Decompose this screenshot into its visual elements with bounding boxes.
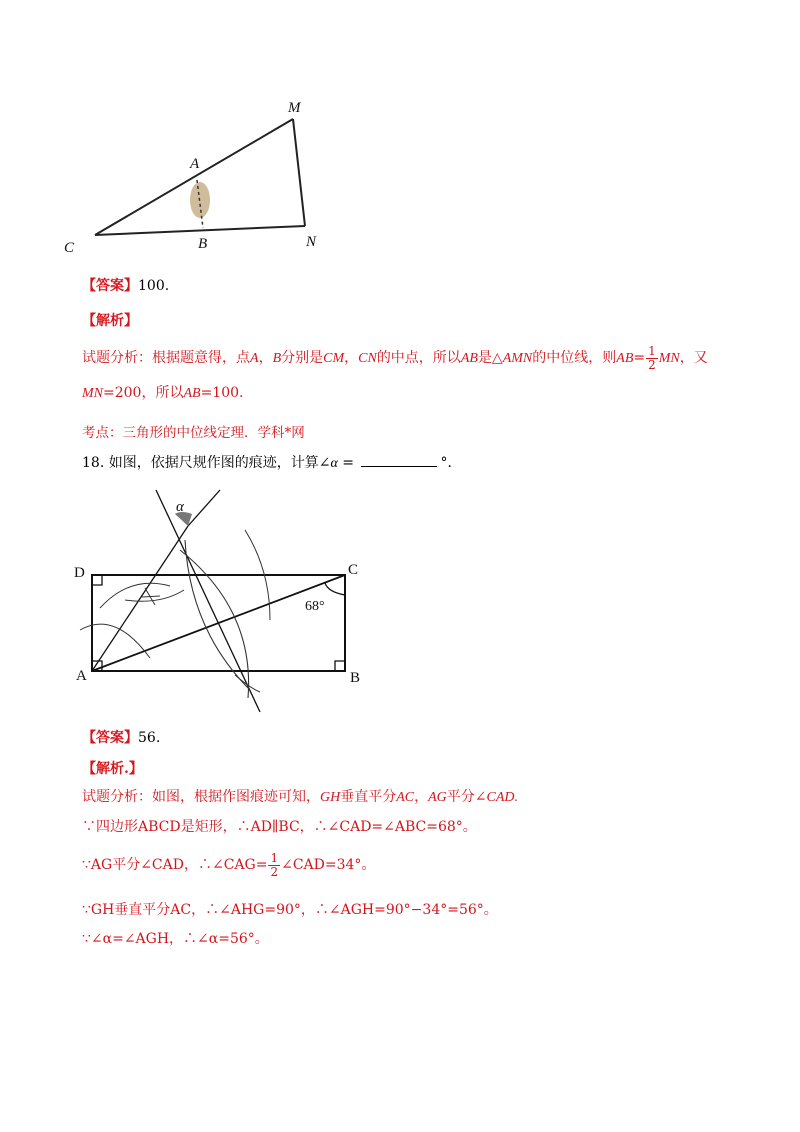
q17-answer [82,279,169,293]
segment-MN [293,119,305,226]
label-N: N [306,234,317,250]
label-B: B [198,236,208,252]
label-C: C [348,562,359,578]
label-A: A [76,668,87,684]
answer-value-18: 56. [138,730,161,746]
q17-kaodian: 考点：三角形的中位线定理．学科*网 [82,425,305,441]
ray-upper-right [188,490,220,526]
q18-answer [82,731,160,745]
q18-analysis-line3: ∵AG平分∠CAD，∴∠CAG= $\frac{1}{2}$ ∠CAD=34°。 [82,851,376,879]
arc-7 [235,675,260,692]
fraction-one-half: $\frac{1}{2}$ [648,344,656,372]
analysis-tag: 【解析】 [82,313,138,329]
segment-CN [95,226,305,235]
answer-tag-18: 【答案】 [82,730,138,746]
q18-analysis-line1: 试题分析：如图，根据作图痕迹可知，GH垂直平分AC，AG平分∠CAD. [82,789,519,805]
label-68-degree: 68° [305,599,325,614]
label-alpha: α [176,499,184,515]
answer-tag: 【答案】 [82,278,138,294]
arc-5 [125,590,184,601]
label-M: M [288,100,301,116]
answer-blank [361,454,437,467]
q17-analysis-line2: MN=200，所以AB=100. [82,385,244,401]
right-angle-B [335,661,345,671]
right-angle-D [92,575,102,585]
q17-analysis-line1: 试题分析：根据题意得，点A，B分别是CM，CN的中点，所以AB是△AMN的中位线，则AB= $\frac{1}{2}$ MN，又 [82,344,708,372]
q18-analysis-line5: ∵∠α=∠AGH，∴∠α=56°。 [82,931,269,947]
label-D: D [74,565,85,581]
label-B: B [350,670,361,686]
answer-value: 100. [138,278,170,294]
q18-analysis-line2: ∵四边形ABCD是矩形，∴AD∥BC，∴∠CAD=∠ABC=68°。 [82,819,477,835]
perpendicular-GH [156,490,260,712]
bisector-AG [92,526,188,671]
fraction-one-half-18: $\frac{1}{2}$ [270,851,279,879]
analysis-tag-18: 【解析.】 [82,761,143,777]
triangle-figure [60,90,350,260]
angle-arc-C [325,583,345,595]
label-C: C [64,240,75,256]
q18-analysis-line4: ∵GH垂直平分AC，∴∠AHG=90°，∴∠AGH=90°−34°=56°。 [82,902,498,918]
q18-question: 18. 如图，依据尺规作图的痕迹，计算∠α = °． [82,455,462,471]
segment-CM [95,119,293,235]
label-A: A [190,156,200,172]
rectangle-construction-figure [60,480,380,720]
